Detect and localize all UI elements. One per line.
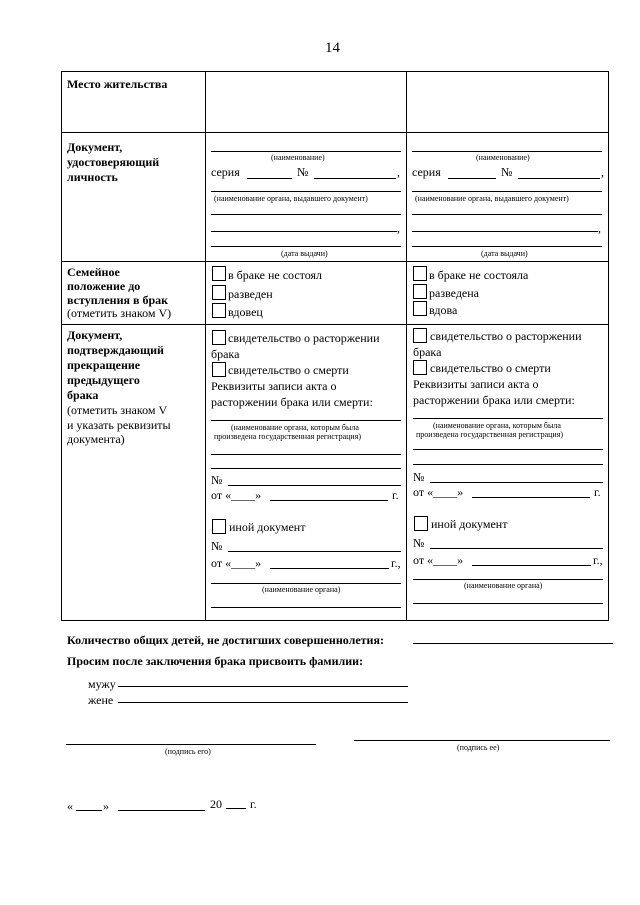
husband-surname-field[interactable] [118, 686, 408, 687]
signature-her-caption: (подпись ее) [457, 743, 500, 752]
residence-label: Место жительства [67, 77, 168, 91]
wife-divorce-cert-label-2: брака [413, 345, 442, 359]
husband-other-doc-checkbox[interactable] [212, 519, 226, 534]
term-doc-label-3: прекращение [67, 358, 141, 372]
wife-issuer-comma: , [598, 221, 601, 235]
wife-other-doc-label: иной документ [431, 517, 508, 531]
husband-act-year: г. [392, 488, 399, 502]
wife-series-comma: , [601, 165, 604, 179]
wife-other-doc-checkbox[interactable] [414, 516, 428, 531]
page-number: 14 [325, 40, 340, 56]
term-doc-label-8: документа) [67, 432, 125, 446]
husband-name-caption: (наименование) [271, 153, 325, 162]
wife-act-year: г. [594, 485, 601, 499]
husband-widower-label: вдовец [228, 305, 263, 319]
husband-death-cert-checkbox[interactable] [212, 362, 226, 377]
marital-label-3: вступления в брак [67, 293, 169, 307]
wife-reg-caption-1: (наименование органа, которым была [433, 421, 561, 430]
husband-other-year: г., [391, 556, 401, 570]
husband-never-married-checkbox[interactable] [212, 266, 226, 281]
term-doc-label-4: предыдущего [67, 373, 140, 387]
date-day-field[interactable] [76, 810, 102, 811]
husband-act-details-2: расторжении брака или смерти: [211, 395, 373, 409]
husband-divorce-cert-label: свидетельство о расторжении [228, 331, 380, 345]
husband-act-number-label: № [211, 473, 223, 487]
term-doc-label-6: (отметить знаком V [67, 403, 168, 417]
term-doc-label-7: и указать реквизиты [67, 418, 171, 432]
wife-divorced-label: разведена [429, 286, 480, 300]
signature-her-line[interactable] [354, 740, 610, 741]
surname-request-label: Просим после заключения брака присвоить фамилии: [67, 654, 364, 668]
term-doc-label-5: брака [67, 388, 99, 402]
husband-surname-label: мужу [88, 677, 116, 691]
wife-never-married-checkbox[interactable] [413, 266, 427, 281]
husband-other-number-label: № [211, 539, 223, 553]
wife-surname-field[interactable] [118, 702, 408, 703]
date-year-field[interactable] [226, 808, 246, 809]
husband-death-cert-label: свидетельство о смерти [228, 363, 349, 377]
wife-number-label: № [501, 165, 513, 179]
husband-issuer-caption: (наименование органа, выдавшего документ) [214, 194, 368, 203]
wife-other-date-label: от «____» [413, 553, 464, 567]
husband-widower-checkbox[interactable] [212, 303, 226, 318]
date-year-suffix: г. [250, 797, 257, 811]
wife-surname-label: жене [88, 693, 114, 707]
wife-series-label: серия [412, 165, 441, 179]
marital-label-4: (отметить знаком V) [67, 306, 172, 320]
children-count-label: Количество общих детей, не достигших совершеннолетия: [67, 633, 384, 647]
wife-divorced-checkbox[interactable] [413, 284, 427, 299]
wife-issuer-caption: (наименование органа, выдавшего документ) [415, 194, 569, 203]
husband-divorced-label: разведен [228, 287, 273, 301]
husband-other-doc-label: иной документ [229, 520, 306, 534]
husband-act-date-label: от «____» [211, 488, 262, 502]
date-year-prefix: 20 [210, 797, 222, 811]
term-doc-label-1: Документ, [67, 328, 123, 342]
date-close-quote: » [103, 799, 109, 813]
id-doc-label-2: удостоверяющий [67, 155, 160, 169]
wife-act-number-label: № [413, 470, 425, 484]
wife-never-married-label: в браке не состояла [429, 268, 529, 282]
husband-date-caption: (дата выдачи) [281, 249, 328, 258]
signature-his-caption: (подпись его) [165, 747, 211, 756]
wife-act-date-label: от «____» [413, 485, 464, 499]
husband-divorced-checkbox[interactable] [212, 285, 226, 300]
term-doc-label-2: подтверждающий [67, 343, 164, 357]
date-month-field[interactable] [118, 810, 205, 811]
children-count-field[interactable] [413, 643, 613, 644]
wife-other-year: г., [593, 553, 603, 567]
wife-reg-caption-2: произведена государственная регистрация) [416, 430, 564, 439]
wife-death-cert-checkbox[interactable] [413, 360, 427, 375]
husband-divorce-cert-label-2: брака [211, 347, 240, 361]
husband-divorce-cert-checkbox[interactable] [212, 330, 226, 345]
wife-organ-caption: (наименование органа) [464, 581, 543, 590]
husband-number-label: № [297, 165, 309, 179]
marital-label-1: Семейное [67, 265, 120, 279]
husband-series-comma: , [397, 165, 400, 179]
id-doc-label-1: Документ, [67, 140, 123, 154]
date-open-quote: « [67, 799, 73, 813]
husband-act-details-1: Реквизиты записи акта о [211, 379, 337, 393]
husband-organ-caption: (наименование органа) [262, 585, 341, 594]
wife-act-details-2: расторжении брака или смерти: [413, 393, 575, 407]
wife-death-cert-label: свидетельство о смерти [430, 361, 551, 375]
husband-other-date-label: от «____» [211, 556, 262, 570]
wife-divorce-cert-checkbox[interactable] [413, 328, 427, 343]
signature-his-line[interactable] [66, 744, 316, 745]
marital-label-2: положение до [67, 279, 141, 293]
wife-act-details-1: Реквизиты записи акта о [413, 377, 539, 391]
husband-issuer-comma: , [397, 221, 400, 235]
wife-date-caption: (дата выдачи) [481, 249, 528, 258]
husband-never-married-label: в браке не состоял [228, 268, 323, 282]
husband-reg-caption-2: произведена государственная регистрация) [214, 432, 362, 441]
husband-reg-caption-1: (наименование органа, которым была [231, 423, 359, 432]
wife-widow-label: вдова [429, 303, 458, 317]
wife-other-number-label: № [413, 536, 425, 550]
wife-widow-checkbox[interactable] [413, 301, 427, 316]
id-doc-label-3: личность [67, 170, 118, 184]
wife-divorce-cert-label: свидетельство о расторжении [430, 329, 582, 343]
husband-series-label: серия [211, 165, 240, 179]
wife-name-caption: (наименование) [476, 153, 530, 162]
